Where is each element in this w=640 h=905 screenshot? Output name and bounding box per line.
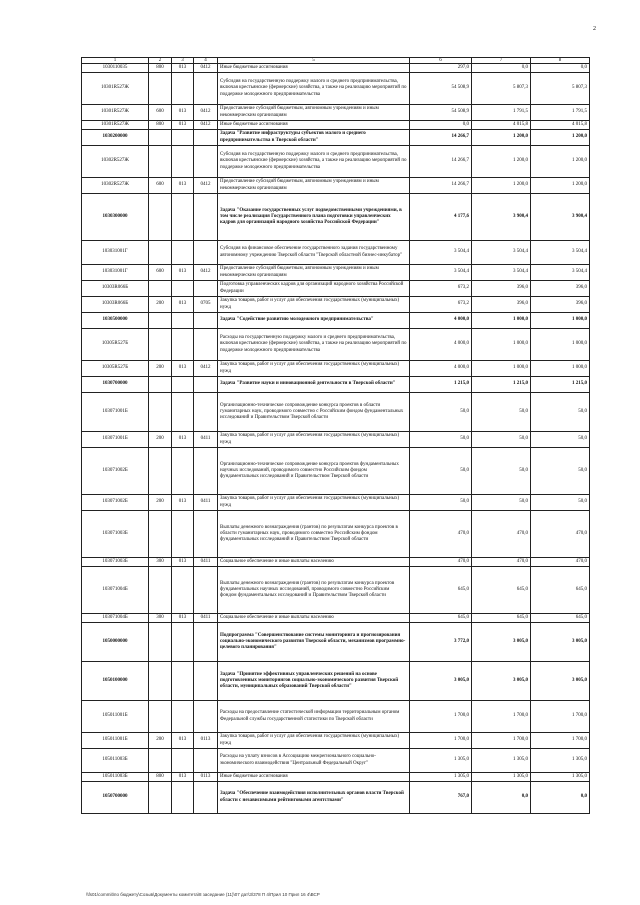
expense-type-code bbox=[149, 782, 172, 814]
target-article-code: 1050700000 bbox=[82, 782, 149, 814]
expense-type-code bbox=[149, 623, 172, 662]
expense-type-code bbox=[149, 73, 172, 105]
expense-type-code bbox=[149, 146, 172, 178]
item-name: Расходы на уплату взносов в Ассоциацию межрегионального социально-экономического взаимодействия "Центральный Федеральный Округ" bbox=[218, 749, 410, 773]
department-code: 013 bbox=[172, 64, 194, 73]
table-row bbox=[82, 662, 590, 701]
department-code bbox=[172, 701, 194, 733]
table-row bbox=[82, 313, 590, 329]
target-article-code: 105011003Б bbox=[82, 749, 149, 773]
expense-type-code: 200 bbox=[149, 361, 172, 377]
amount-year-1: 1 700,0 bbox=[410, 733, 472, 749]
amount-year-3: 3 005,0 bbox=[531, 623, 590, 662]
item-name: Подпрограмма "Совершенствование системы мониторинга и прогнозирования социально-экономического развития Тверской области, механизмов программно-целевого планирования" bbox=[218, 623, 410, 662]
column-header: 1 bbox=[82, 58, 149, 64]
expense-type-code bbox=[149, 130, 172, 146]
expense-type-code bbox=[149, 701, 172, 733]
amount-year-3: 645,0 bbox=[531, 614, 590, 623]
target-article-code: 10301R527Ж bbox=[82, 121, 149, 130]
expense-type-code bbox=[149, 393, 172, 432]
department-code bbox=[172, 749, 194, 773]
section-code bbox=[194, 194, 218, 241]
footer-file-path: \\fs01\commit\по бюджету\Созыв\Документы комитета\8 заседание (11)\07 дат\3\378 П 4\Прил 10 Прил 16 4\ВСР bbox=[86, 892, 320, 897]
amount-year-1: 3 504,4 bbox=[410, 241, 472, 265]
amount-year-2: 3 900,4 bbox=[472, 194, 531, 241]
item-name: Иные бюджетные ассигнования bbox=[218, 121, 410, 130]
amount-year-2: 396,0 bbox=[472, 297, 531, 313]
amount-year-3: 396,0 bbox=[531, 281, 590, 297]
table-row bbox=[82, 495, 590, 511]
amount-year-1: 4 177,6 bbox=[410, 194, 472, 241]
section-code bbox=[194, 393, 218, 432]
item-name: Организационно-техническое сопровождение конкурса проектов в области гуманитарных наук, проводимого совместно с Российским фондом фундаментальных исследований и Правительством Тверской области bbox=[218, 393, 410, 432]
table-row bbox=[82, 614, 590, 623]
amount-year-1: 3 005,0 bbox=[410, 662, 472, 701]
section-code bbox=[194, 662, 218, 701]
item-name: Закупка товаров, работ и услуг для обеспечения государственных (муниципальных) нужд bbox=[218, 361, 410, 377]
target-article-code: 103031001Г bbox=[82, 265, 149, 281]
budget-table bbox=[81, 57, 590, 814]
department-code: 013 bbox=[172, 297, 194, 313]
amount-year-2: 1 791,5 bbox=[472, 105, 531, 121]
amount-year-1: 767,0 bbox=[410, 782, 472, 814]
target-article-code: 103071002Б bbox=[82, 448, 149, 495]
amount-year-2: 50,0 bbox=[472, 393, 531, 432]
amount-year-2: 3 005,0 bbox=[472, 623, 531, 662]
item-name: Социальное обеспечение и иные выплаты населению bbox=[218, 614, 410, 623]
amount-year-2: 1 200,0 bbox=[472, 130, 531, 146]
amount-year-1: 0,0 bbox=[410, 121, 472, 130]
expense-type-code: 200 bbox=[149, 432, 172, 448]
amount-year-2: 1 000,0 bbox=[472, 329, 531, 361]
amount-year-1: 50,0 bbox=[410, 432, 472, 448]
section-code: 0113 bbox=[194, 733, 218, 749]
amount-year-1: 3 772,0 bbox=[410, 623, 472, 662]
section-code bbox=[194, 281, 218, 297]
amount-year-3: 1 000,0 bbox=[531, 313, 590, 329]
table-row bbox=[82, 377, 590, 393]
department-code: 013 bbox=[172, 178, 194, 194]
department-code: 013 bbox=[172, 558, 194, 567]
section-code bbox=[194, 130, 218, 146]
amount-year-1: 54 508,9 bbox=[410, 105, 472, 121]
section-code bbox=[194, 623, 218, 662]
expense-type-code bbox=[149, 377, 172, 393]
item-name: Организационно-техническое сопровождение конкурса проектов фундаментальных научных исследований, проводимого совместно Российским фондом фундаментальных исследований и Правительством Тверской области bbox=[218, 448, 410, 495]
amount-year-1: 673,2 bbox=[410, 297, 472, 313]
target-article-code: 103071004Б bbox=[82, 614, 149, 623]
amount-year-2: 50,0 bbox=[472, 448, 531, 495]
amount-year-1: 50,0 bbox=[410, 495, 472, 511]
target-article-code: 103071003Б bbox=[82, 511, 149, 558]
amount-year-2: 3 005,0 bbox=[472, 662, 531, 701]
section-code bbox=[194, 377, 218, 393]
section-code: 0705 bbox=[194, 297, 218, 313]
department-code bbox=[172, 313, 194, 329]
item-name: Расходы на государственную поддержку малого и среднего предпринимательства, включая крестьянские (фермерские) хозяйства, а также на реализацию мероприятий по поддержке молодежного предпринимательства bbox=[218, 329, 410, 361]
amount-year-3: 0,0 bbox=[531, 64, 590, 73]
expense-type-code bbox=[149, 662, 172, 701]
target-article-code: 1030700000 bbox=[82, 377, 149, 393]
expense-type-code: 800 bbox=[149, 773, 172, 782]
section-code: 0411 bbox=[194, 614, 218, 623]
amount-year-3: 470,0 bbox=[531, 558, 590, 567]
amount-year-1: 645,0 bbox=[410, 567, 472, 614]
amount-year-1: 470,0 bbox=[410, 558, 472, 567]
item-name: Социальное обеспечение и иные выплаты населению bbox=[218, 558, 410, 567]
amount-year-3: 645,0 bbox=[531, 567, 590, 614]
amount-year-2: 50,0 bbox=[472, 495, 531, 511]
amount-year-3: 1 305,0 bbox=[531, 773, 590, 782]
amount-year-2: 1 305,0 bbox=[472, 749, 531, 773]
section-code bbox=[194, 146, 218, 178]
expense-type-code: 600 bbox=[149, 105, 172, 121]
expense-type-code bbox=[149, 313, 172, 329]
amount-year-3: 1 200,0 bbox=[531, 178, 590, 194]
amount-year-3: 3 504,4 bbox=[531, 265, 590, 281]
amount-year-3: 3 005,0 bbox=[531, 662, 590, 701]
amount-year-2: 0,0 bbox=[472, 782, 531, 814]
amount-year-3: 3 900,4 bbox=[531, 194, 590, 241]
target-article-code: 10302R527Ж bbox=[82, 146, 149, 178]
amount-year-2: 645,0 bbox=[472, 567, 531, 614]
amount-year-1: 1 215,0 bbox=[410, 377, 472, 393]
table-row bbox=[82, 623, 590, 662]
section-code: 0412 bbox=[194, 178, 218, 194]
item-name: Субсидия на государственную поддержку малого и среднего предпринимательства, включая крестьянские (фермерские) хозяйства, а также на реализацию мероприятий по поддержке молодежного предпринимательства bbox=[218, 73, 410, 105]
department-code bbox=[172, 377, 194, 393]
amount-year-3: 50,0 bbox=[531, 432, 590, 448]
amount-year-3: 1 791,5 bbox=[531, 105, 590, 121]
item-name: Субсидия на государственную поддержку малого и среднего предпринимательства, включая крестьянские (фермерские) хозяйства, а также на реализацию мероприятий по поддержке молодежного предпринимательства bbox=[218, 146, 410, 178]
section-code: 0411 bbox=[194, 558, 218, 567]
amount-year-3: 1 305,0 bbox=[531, 749, 590, 773]
department-code bbox=[172, 146, 194, 178]
amount-year-1: 1 700,0 bbox=[410, 701, 472, 733]
table-row bbox=[82, 130, 590, 146]
target-article-code: 10301R527Ж bbox=[82, 73, 149, 105]
amount-year-1: 645,0 bbox=[410, 614, 472, 623]
target-article-code: 1030110035 bbox=[82, 64, 149, 73]
amount-year-2: 1 000,0 bbox=[472, 313, 531, 329]
section-code bbox=[194, 73, 218, 105]
department-code: 013 bbox=[172, 121, 194, 130]
amount-year-2: 645,0 bbox=[472, 614, 531, 623]
target-article-code: 10302R527Ж bbox=[82, 178, 149, 194]
amount-year-2: 1 215,0 bbox=[472, 377, 531, 393]
department-code bbox=[172, 511, 194, 558]
item-name: Субсидия на финансовое обеспечение государственного задания государственному автономному учреждению Тверской области "Тверской областной бизнес-инкубатор" bbox=[218, 241, 410, 265]
section-code bbox=[194, 701, 218, 733]
column-header: 4 bbox=[194, 58, 218, 64]
amount-year-2: 50,0 bbox=[472, 432, 531, 448]
section-code bbox=[194, 313, 218, 329]
amount-year-1: 50,0 bbox=[410, 448, 472, 495]
column-header: 5 bbox=[218, 58, 410, 64]
table-row bbox=[82, 73, 590, 105]
amount-year-3: 396,0 bbox=[531, 297, 590, 313]
amount-year-3: 1 000,0 bbox=[531, 361, 590, 377]
table-row bbox=[82, 393, 590, 432]
target-article-code: 1050100000 bbox=[82, 662, 149, 701]
item-name: Предоставление субсидий бюджетным, автономным учреждениям и иным некоммерческим организациям bbox=[218, 105, 410, 121]
item-name: Закупка товаров, работ и услуг для обеспечения государственных (муниципальных) нужд bbox=[218, 733, 410, 749]
expense-type-code bbox=[149, 194, 172, 241]
amount-year-3: 0,0 bbox=[531, 782, 590, 814]
section-code: 0113 bbox=[194, 773, 218, 782]
column-header: 3 bbox=[172, 58, 194, 64]
section-code bbox=[194, 782, 218, 814]
section-code bbox=[194, 329, 218, 361]
department-code bbox=[172, 241, 194, 265]
amount-year-1: 297,0 bbox=[410, 64, 472, 73]
amount-year-3: 50,0 bbox=[531, 495, 590, 511]
amount-year-1: 3 504,4 bbox=[410, 265, 472, 281]
item-name: Иные бюджетные ассигнования bbox=[218, 64, 410, 73]
page-number: 2 bbox=[593, 26, 596, 32]
item-name: Задача "Обеспечение взаимодействия исполнительных органов власти Тверской области с независимыми рейтинговыми агентствами" bbox=[218, 782, 410, 814]
expense-type-code bbox=[149, 281, 172, 297]
table-row bbox=[82, 64, 590, 73]
column-header: 6 bbox=[410, 58, 472, 64]
item-name: Закупка товаров, работ и услуг для обеспечения государственных (муниципальных) нужд bbox=[218, 432, 410, 448]
amount-year-1: 4 000,0 bbox=[410, 361, 472, 377]
table-row bbox=[82, 448, 590, 495]
item-name: Задача "Оказание государственных услуг подведомственными учреждениями, в том числе реализация Государственного плана подготовки управленческих кадров для организаций народного хозяйства Российской Федерации" bbox=[218, 194, 410, 241]
amount-year-3: 5 807,3 bbox=[531, 73, 590, 105]
amount-year-3: 1 215,0 bbox=[531, 377, 590, 393]
table-row bbox=[82, 701, 590, 733]
item-name: Расходы на предоставление статистической информации территориальным органом Федеральной службы государственной статистики по Тверской области bbox=[218, 701, 410, 733]
table-row bbox=[82, 121, 590, 130]
target-article-code: 10305R527Б bbox=[82, 361, 149, 377]
target-article-code: 10305R527Б bbox=[82, 329, 149, 361]
table-row bbox=[82, 432, 590, 448]
department-code: 013 bbox=[172, 773, 194, 782]
amount-year-3: 1 200,0 bbox=[531, 146, 590, 178]
amount-year-1: 54 508,9 bbox=[410, 73, 472, 105]
section-code: 0412 bbox=[194, 121, 218, 130]
department-code bbox=[172, 393, 194, 432]
amount-year-2: 3 504,4 bbox=[472, 265, 531, 281]
department-code bbox=[172, 448, 194, 495]
amount-year-3: 3 504,4 bbox=[531, 241, 590, 265]
section-code bbox=[194, 749, 218, 773]
amount-year-1: 673,2 bbox=[410, 281, 472, 297]
amount-year-3: 1 700,0 bbox=[531, 733, 590, 749]
amount-year-2: 1 305,0 bbox=[472, 773, 531, 782]
item-name: Задача "Принятие эффективных управленческих решений на основе подготовленных мониторингов социально-экономического развития Тверской области, муниципальных образований Тверской области" bbox=[218, 662, 410, 701]
department-code bbox=[172, 567, 194, 614]
expense-type-code bbox=[149, 567, 172, 614]
expense-type-code bbox=[149, 448, 172, 495]
amount-year-1: 50,0 bbox=[410, 393, 472, 432]
amount-year-1: 4 000,0 bbox=[410, 329, 472, 361]
section-code: 0411 bbox=[194, 432, 218, 448]
column-header: 2 bbox=[149, 58, 172, 64]
table-row bbox=[82, 567, 590, 614]
target-article-code: 10303R066Б bbox=[82, 297, 149, 313]
expense-type-code: 300 bbox=[149, 614, 172, 623]
table-row bbox=[82, 329, 590, 361]
amount-year-1: 1 305,0 bbox=[410, 773, 472, 782]
amount-year-3: 50,0 bbox=[531, 393, 590, 432]
target-article-code: 103031001Г bbox=[82, 241, 149, 265]
amount-year-2: 1 700,0 bbox=[472, 733, 531, 749]
expense-type-code bbox=[149, 749, 172, 773]
expense-type-code: 600 bbox=[149, 178, 172, 194]
table-row bbox=[82, 178, 590, 194]
amount-year-2: 396,0 bbox=[472, 281, 531, 297]
section-code bbox=[194, 511, 218, 558]
target-article-code: 1030300000 bbox=[82, 194, 149, 241]
table-row bbox=[82, 281, 590, 297]
table-row bbox=[82, 146, 590, 178]
expense-type-code: 200 bbox=[149, 495, 172, 511]
department-code bbox=[172, 782, 194, 814]
table-row bbox=[82, 297, 590, 313]
amount-year-2: 0,0 bbox=[472, 64, 531, 73]
target-article-code: 105011001Б bbox=[82, 701, 149, 733]
department-code: 013 bbox=[172, 733, 194, 749]
section-code bbox=[194, 241, 218, 265]
target-article-code: 1030500000 bbox=[82, 313, 149, 329]
amount-year-1: 14 266,7 bbox=[410, 146, 472, 178]
amount-year-3: 1 200,0 bbox=[531, 130, 590, 146]
target-article-code: 1050000000 bbox=[82, 623, 149, 662]
table-row bbox=[82, 194, 590, 241]
department-code bbox=[172, 662, 194, 701]
item-name: Задача "Развитие инфраструктуры субъектов малого и среднего предпринимательства в Тверской области" bbox=[218, 130, 410, 146]
expense-type-code: 800 bbox=[149, 64, 172, 73]
section-code bbox=[194, 567, 218, 614]
column-header: 8 bbox=[531, 58, 590, 64]
amount-year-2: 470,0 bbox=[472, 511, 531, 558]
item-name: Иные бюджетные ассигнования bbox=[218, 773, 410, 782]
table-row bbox=[82, 265, 590, 281]
item-name: Задача "Содействие развитию молодежного предпринимательства" bbox=[218, 313, 410, 329]
amount-year-2: 470,0 bbox=[472, 558, 531, 567]
amount-year-1: 1 305,0 bbox=[410, 749, 472, 773]
item-name: Закупка товаров, работ и услуг для обеспечения государственных (муниципальных) нужд bbox=[218, 297, 410, 313]
target-article-code: 1030200000 bbox=[82, 130, 149, 146]
section-code: 0412 bbox=[194, 64, 218, 73]
amount-year-1: 470,0 bbox=[410, 511, 472, 558]
amount-year-3: 50,0 bbox=[531, 448, 590, 495]
expense-type-code: 300 bbox=[149, 558, 172, 567]
amount-year-2: 1 000,0 bbox=[472, 361, 531, 377]
section-code: 0412 bbox=[194, 265, 218, 281]
amount-year-2: 1 200,0 bbox=[472, 146, 531, 178]
amount-year-1: 14 266,7 bbox=[410, 130, 472, 146]
item-name: Предоставление субсидий бюджетным, автономным учреждениям и иным некоммерческим организациям bbox=[218, 265, 410, 281]
table-row bbox=[82, 558, 590, 567]
department-code: 013 bbox=[172, 105, 194, 121]
expense-type-code bbox=[149, 511, 172, 558]
amount-year-2: 5 807,3 bbox=[472, 73, 531, 105]
target-article-code: 10303R066Б bbox=[82, 281, 149, 297]
department-code bbox=[172, 130, 194, 146]
department-code bbox=[172, 281, 194, 297]
item-name: Задача "Развитие науки и инновационной деятельности в Тверской области" bbox=[218, 377, 410, 393]
expense-type-code: 800 bbox=[149, 121, 172, 130]
amount-year-3: 470,0 bbox=[531, 511, 590, 558]
expense-type-code bbox=[149, 241, 172, 265]
section-code: 0412 bbox=[194, 105, 218, 121]
table-row bbox=[82, 105, 590, 121]
amount-year-2: 3 504,4 bbox=[472, 241, 531, 265]
expense-type-code: 600 bbox=[149, 265, 172, 281]
department-code: 013 bbox=[172, 265, 194, 281]
amount-year-3: 1 000,0 bbox=[531, 329, 590, 361]
target-article-code: 105011003Б bbox=[82, 773, 149, 782]
amount-year-2: 4 015,8 bbox=[472, 121, 531, 130]
table-row bbox=[82, 782, 590, 814]
expense-type-code bbox=[149, 329, 172, 361]
target-article-code: 103071004Б bbox=[82, 567, 149, 614]
item-name: Закупка товаров, работ и услуг для обеспечения государственных (муниципальных) нужд bbox=[218, 495, 410, 511]
department-code bbox=[172, 194, 194, 241]
amount-year-1: 14 266,7 bbox=[410, 178, 472, 194]
section-code: 0412 bbox=[194, 361, 218, 377]
table-row bbox=[82, 241, 590, 265]
target-article-code: 105011001Б bbox=[82, 733, 149, 749]
table-row bbox=[82, 749, 590, 773]
department-code: 013 bbox=[172, 495, 194, 511]
target-article-code: 103071001Б bbox=[82, 393, 149, 432]
target-article-code: 103071003Б bbox=[82, 558, 149, 567]
item-name: Выплаты денежного вознаграждения (грантов) по результатам конкурса проектов фундаментальных научных исследований, проводимого совместно Российским фондом фундаментальных исследований и Правительством Тверской области bbox=[218, 567, 410, 614]
table-row bbox=[82, 773, 590, 782]
target-article-code: 103071001Б bbox=[82, 432, 149, 448]
department-code bbox=[172, 623, 194, 662]
department-code: 013 bbox=[172, 614, 194, 623]
target-article-code: 10301R527Ж bbox=[82, 105, 149, 121]
department-code: 013 bbox=[172, 361, 194, 377]
department-code bbox=[172, 73, 194, 105]
department-code: 013 bbox=[172, 432, 194, 448]
table-row bbox=[82, 511, 590, 558]
section-code bbox=[194, 448, 218, 495]
table-row bbox=[82, 361, 590, 377]
expense-type-code: 200 bbox=[149, 733, 172, 749]
amount-year-3: 1 700,0 bbox=[531, 701, 590, 733]
item-name: Выплаты денежного вознаграждения (грантов) по результатам конкурса проектов в области гуманитарных наук, проводимого совместно Российским фондом фундаментальных исследований и Правительством Тверской области bbox=[218, 511, 410, 558]
amount-year-2: 1 700,0 bbox=[472, 701, 531, 733]
amount-year-2: 1 200,0 bbox=[472, 178, 531, 194]
amount-year-1: 4 000,0 bbox=[410, 313, 472, 329]
item-name: Предоставление субсидий бюджетным, автономным учреждениям и иным некоммерческим организациям bbox=[218, 178, 410, 194]
item-name: Подготовка управленческих кадров для организаций народного хозяйства Российской Федерации bbox=[218, 281, 410, 297]
column-header: 7 bbox=[472, 58, 531, 64]
department-code bbox=[172, 329, 194, 361]
expense-type-code: 200 bbox=[149, 297, 172, 313]
target-article-code: 103071002Б bbox=[82, 495, 149, 511]
section-code: 0411 bbox=[194, 495, 218, 511]
table-row bbox=[82, 733, 590, 749]
amount-year-3: 4 015,8 bbox=[531, 121, 590, 130]
